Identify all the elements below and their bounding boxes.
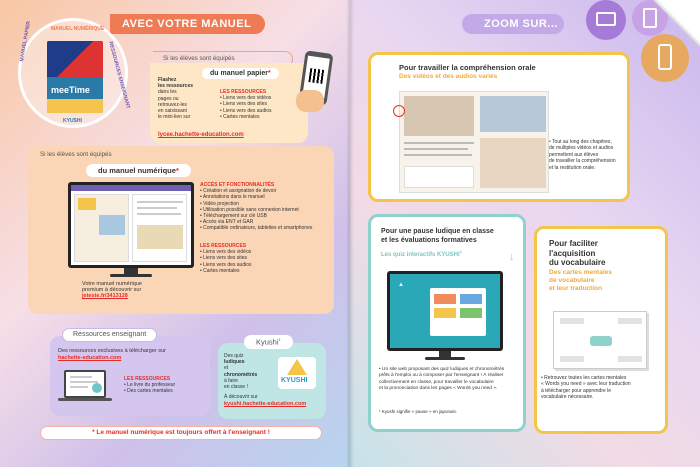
- oral-subtitle: Des vidéos et des audios variés: [399, 73, 498, 80]
- left-heading: AVEC VOTRE MANUEL: [110, 14, 265, 34]
- callout-circle-icon: [393, 105, 405, 117]
- book-band: [47, 99, 103, 113]
- vocab-subtitle: Des cartes mentales de vocabulaire et leur traduction: [549, 269, 612, 292]
- digital-premium: Votre manuel numérique premium à découvrir sur jeteste.fr/3413128: [82, 281, 142, 300]
- footer-note: * Le manuel numérique est toujours offert à l'enseignant !: [40, 426, 322, 440]
- page-thumb-left: [74, 194, 129, 262]
- teacher-title: Ressources enseignant: [62, 328, 157, 342]
- arc-right-label: RESSOURCES ENSEIGNANT: [107, 41, 131, 110]
- video-thumb: [404, 96, 474, 136]
- paper-badge: du manuel papier*: [202, 68, 279, 79]
- arc-bottom-label: KYUSHI: [63, 118, 82, 124]
- book-title: meeTime: [51, 85, 90, 95]
- oral-section: [368, 52, 630, 202]
- paper-flash-text: Flashez les ressources dans les pages ou retrouvez-les en saisissant le mini-lien sur: [158, 77, 194, 121]
- kyushi-text: Des quiz ludiques et chronométrés à faire en classe !: [224, 353, 258, 391]
- quiz-title: Pour une pause ludique en classe et les évaluations formatives: [381, 228, 494, 244]
- download-icon: [92, 383, 102, 393]
- page-gutter: [346, 0, 354, 467]
- quiz-monitor-screen: [387, 271, 503, 351]
- teacher-link[interactable]: hachette-education.com: [58, 355, 122, 361]
- arc-top-label: MANUEL NUMÉRIQUE: [51, 26, 105, 32]
- digital-badge: du manuel numérique*: [86, 164, 191, 177]
- quiz-subtitle: Les quiz interactifs KYUSHI$^1$: [381, 249, 462, 258]
- flag-graphic: [47, 41, 103, 77]
- quiz-description: • Un site web proposant des quiz ludiques et chronométrés prêts à l'emploi ou à composer par l'enseignant ! À réaliser collectivement en classe, pour travailler le vocabulaire et la prononciation dans les pages « Words you need ».: [379, 367, 505, 392]
- right-page: [350, 0, 700, 467]
- oral-page-preview: [399, 91, 549, 193]
- app-toolbar: [71, 185, 191, 191]
- oral-note: • Tout au long des chapitres, de multiples vidéos et audios permettent aux élèves de travailler la compréhension et la restitution orale.: [549, 139, 616, 171]
- page-curl: [654, 0, 700, 46]
- kyushi-title: Kyushi$^1$: [244, 335, 293, 349]
- premium-link[interactable]: jeteste.fr/3413128: [82, 293, 128, 300]
- vocab-title: Pour faciliter l'acquisition du vocabulaire: [549, 239, 606, 267]
- digital-resources: LES RESSOURCES • Liens vers des vidéos • Liens vers des sites • Liens vers des audios • Cartes mentales: [200, 243, 252, 274]
- digital-section: [28, 146, 334, 314]
- quiz-panel: [430, 288, 486, 336]
- hand-illustration: [296, 90, 324, 112]
- kyushi-discover: À découvrir sur: [224, 394, 258, 400]
- teacher-section: [50, 331, 210, 416]
- kyushi-logo-icon: [287, 359, 307, 375]
- teacher-text: Des ressources exclusives à télécharger sur: [58, 348, 166, 354]
- teacher-resources: LES RESSOURCES • Le livre du professeur • Des cartes mentales: [124, 376, 176, 395]
- paper-resources: LES RESSOURCES • Liens vers des vidéos • Liens vers des sites • Liens vers des audios • Cartes mentales: [220, 89, 272, 120]
- kyushi-section: [218, 337, 326, 419]
- quiz-logo-icon: ▲: [398, 282, 404, 288]
- digital-intro: Si les élèves sont équipés: [40, 151, 112, 158]
- paper-link[interactable]: lycee.hachette-education.com: [158, 132, 244, 138]
- book-circle: [18, 18, 131, 128]
- page-thumb-right: [132, 194, 187, 262]
- vocab-section: [534, 226, 668, 434]
- laptop-icon: [586, 0, 626, 40]
- kyushi-logo: KYUSHI: [278, 357, 316, 389]
- paper-section: [150, 63, 308, 143]
- right-heading: ZOOM SUR...: [462, 14, 564, 34]
- laptop-illustration: [64, 370, 106, 398]
- mind-map-preview: [553, 311, 647, 369]
- vocab-description: • Retrouvez toutes les cartes mentales « Words you need » avec leur traduction à télécharger pour apprendre le vocabulaire nécessaire.: [541, 375, 631, 401]
- access-list: ACCÈS ET FONCTIONNALITÉS • Création et assignation de devoir • Annotations dans le manuel • Vidéo projection • Utilisation possible sans connexion internet • Téléchargement sur clé USB • Accès via ENT et GAR • Compatible ordinateurs, tablettes et smartphones: [200, 182, 313, 232]
- paper-intro: Si les élèves sont équipés: [163, 55, 235, 62]
- arc-left-label: MANUEL PAPIER: [19, 20, 33, 63]
- arrow-down-icon: ↓: [509, 251, 515, 263]
- oral-title: Pour travailler la compréhension orale: [399, 63, 536, 72]
- photo-thumb: [480, 138, 546, 188]
- kyushi-link[interactable]: kyushi.hachette-education.com: [224, 401, 307, 407]
- monitor-screen: [68, 182, 194, 268]
- qr-code-icon: [308, 68, 324, 84]
- mind-map-center: [590, 336, 612, 346]
- book-cover: [47, 41, 103, 113]
- quiz-section: [368, 214, 526, 432]
- monitor-base: [110, 274, 152, 277]
- quiz-footnote: ¹ Kyushi signifie « pause » en japonais.: [379, 409, 458, 414]
- image-thumb: [480, 96, 546, 132]
